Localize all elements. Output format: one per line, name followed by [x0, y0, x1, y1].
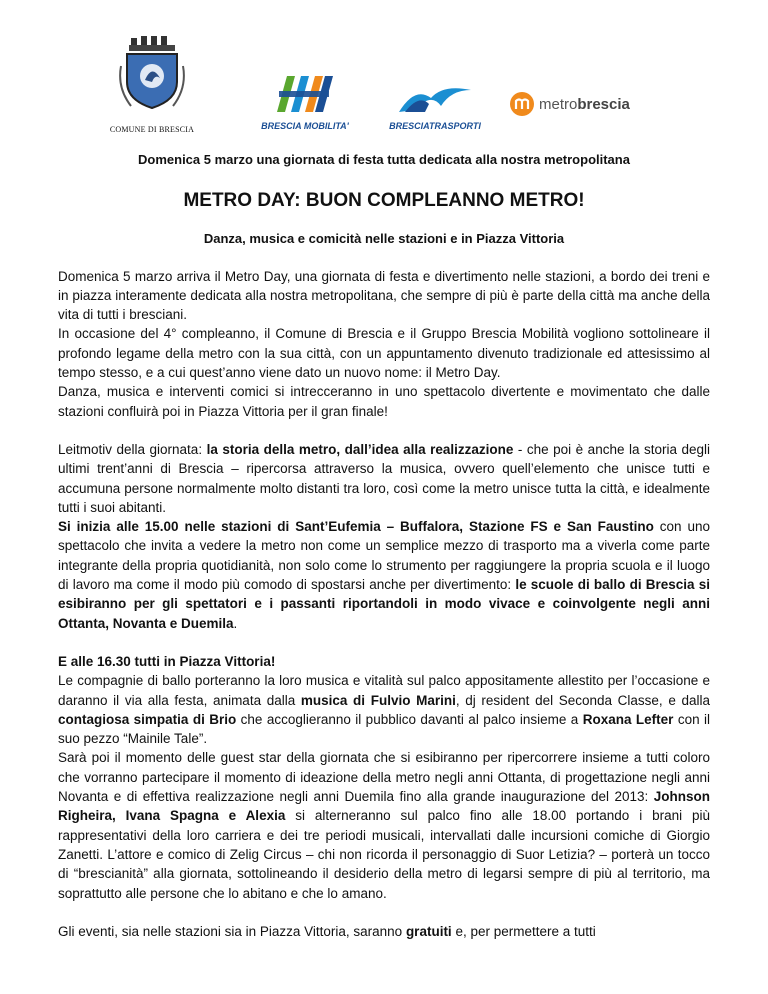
kicker: Domenica 5 marzo una giornata di festa tutta dedicata alla nostra metropolitana: [138, 152, 630, 167]
paragraph-guest-stars: [58, 748, 710, 902]
bold-run: le scuole di ballo di Brescia si esibiranno per gli spettatori e i passanti riportandoli in modo vivace e coinvolgente negli anni Ottanta, Novanta e Duemila: [58, 577, 711, 631]
text-run: .: [233, 615, 238, 631]
brescia-mobilita-caption: BRESCIA MOBILITA': [261, 121, 349, 131]
metrobrescia-mark-icon: [510, 92, 534, 116]
brescia-mobilita-logo: [250, 74, 360, 131]
paragraph-intro-2: In occasione del 4° compleanno, il Comune di Brescia e il Gruppo Brescia Mobilità vogliono sottolineare il profondo legame della metro con la sua città, con un appuntamento divenuto tradizionale ed attesissimo al tempo stesso, e a cui quest’anno viene dato un nuovo nome: il Metro Day.: [58, 326, 710, 381]
text-run: con uno spettacolo che invita a vedere la metro non come un semplice mezzo di trasporto ma a viverla come parte integrante della propria quotidianità, non solo come lo strumento per raggiungere la propria scuola e il luogo di lavoro ma come il modo più comodo di spostarsi anche per divertimento:: [58, 519, 711, 593]
paragraph-piazza-heading: [58, 652, 710, 671]
bold-run: E alle 16.30 tutti in Piazza Vittoria!: [58, 653, 276, 669]
paragraph-intro-1: Domenica 5 marzo arriva il Metro Day, una giornata di festa e divertimento nelle stazioni, a bordo dei treni e in piazza interamente dedicata alla nostra metropolitana, che sempre di più è parte della città ma anche della vita di tutti i bresciani.: [58, 268, 710, 323]
metro-word: metro: [539, 95, 578, 113]
press-release-body: [58, 150, 710, 941]
bold-run: contagiosa simpatia di Brio: [58, 711, 237, 727]
text-run: Gli eventi, sia nelle stazioni sia in Piazza Vittoria, saranno: [58, 923, 406, 939]
bold-run: musica di Fulvio Marini: [300, 692, 456, 708]
text-run: con il suo pezzo “Mainile Tale”.: [58, 711, 710, 747]
bold-run: la storia della metro, dall’idea alla realizzazione: [206, 441, 514, 457]
bold-run: Johnson Righeira, Ivana Spagna e Alexia: [58, 789, 710, 824]
logo-bar: [0, 0, 768, 140]
text-run: , dj resident del Seconda Classe, e dalla: [455, 692, 711, 708]
comune-caption: COMUNE DI BRESCIA: [109, 125, 195, 134]
text-run: e, per permettere a tutti: [451, 923, 596, 939]
paragraph-leitmotiv: [58, 440, 710, 517]
bold-run: Si inizia alle 15.00 nelle stazioni di Sant’Eufemia – Buffalora, Stazione FS e San Faustino: [58, 519, 654, 535]
brescia-mobilita-mark-icon: [273, 74, 337, 114]
bold-run: gratuiti: [405, 923, 452, 939]
text-run: che accoglieranno il pubblico davanti al palco insieme a: [236, 711, 583, 727]
paragraph-intro-3: Danza, musica e interventi comici si intrecceranno in uno spettacolo divertente e movimentato che dalle stazioni confluirà poi in Piazza Vittoria per il gran finale!: [58, 384, 710, 419]
text-run: Leitmotiv della giornata:: [58, 441, 207, 457]
bold-run: Roxana Lefter: [582, 711, 674, 727]
paragraph-stations: [58, 517, 710, 633]
brescia-word: brescia: [577, 95, 630, 113]
metrobrescia-wordmark: [539, 96, 630, 113]
page-title: METRO DAY: BUON COMPLEANNO METRO!: [183, 190, 585, 212]
subtitle: Danza, musica e comicità nelle stazioni e in Piazza Vittoria: [203, 231, 565, 247]
text-run: Sarà poi il momento delle guest star della giornata che si esibiranno per ripercorrere insieme a tutti coloro che vorranno partecipare il momento di ideazione della metro negli anni Ottanta, di progettazione negli anni Novanta e di effettiva realizzazione negli anni Duemila fino alla grande inaugurazione del 2013:: [58, 750, 710, 805]
paragraph-events: [58, 922, 710, 941]
metrobrescia-logo: [510, 92, 660, 116]
comune-di-brescia-logo: [104, 36, 200, 134]
brescia-crest-icon: [117, 36, 187, 118]
text-run: - che poi è anche la storia degli ultimi trent’anni di Brescia – ripercorsa attraverso la musica, ovvero quell’elemento che unisce tutti e accumuna persone normalmente molto distanti tra loro, così come la metro unisce tutta la città, e idealmente tutti i suoi abitanti.: [58, 441, 710, 515]
text-run: Le compagnie di ballo porteranno la loro musica e vitalità sul palco appositamente allestito per l’occasione e daranno il via alla festa, animata dalla: [58, 673, 710, 708]
text-run: si alterneranno sul palco fino alle 18.00 portando i brani più rappresentativi della loro carriera e dei tre periodi musicali, intervallati dalle incursioni comiche di Giorgio Zanetti. L’attore e comico di Zelig Circus – chi non ricorda il personaggio di Suor Letizia? – porterà un tocco di “brescianità” alla giornata, sottolineando il desiderio della metro di legarsi sempre di più al territorio, ma soprattutto alle persone che lo abitano e che lo amano.: [58, 808, 710, 901]
paragraph-piazza: [58, 671, 710, 748]
brescia-trasporti-logo: [380, 84, 490, 131]
brescia-trasporti-mark-icon: [395, 84, 475, 114]
brescia-trasporti-caption: BRESCIATRASPORTI: [389, 121, 481, 131]
